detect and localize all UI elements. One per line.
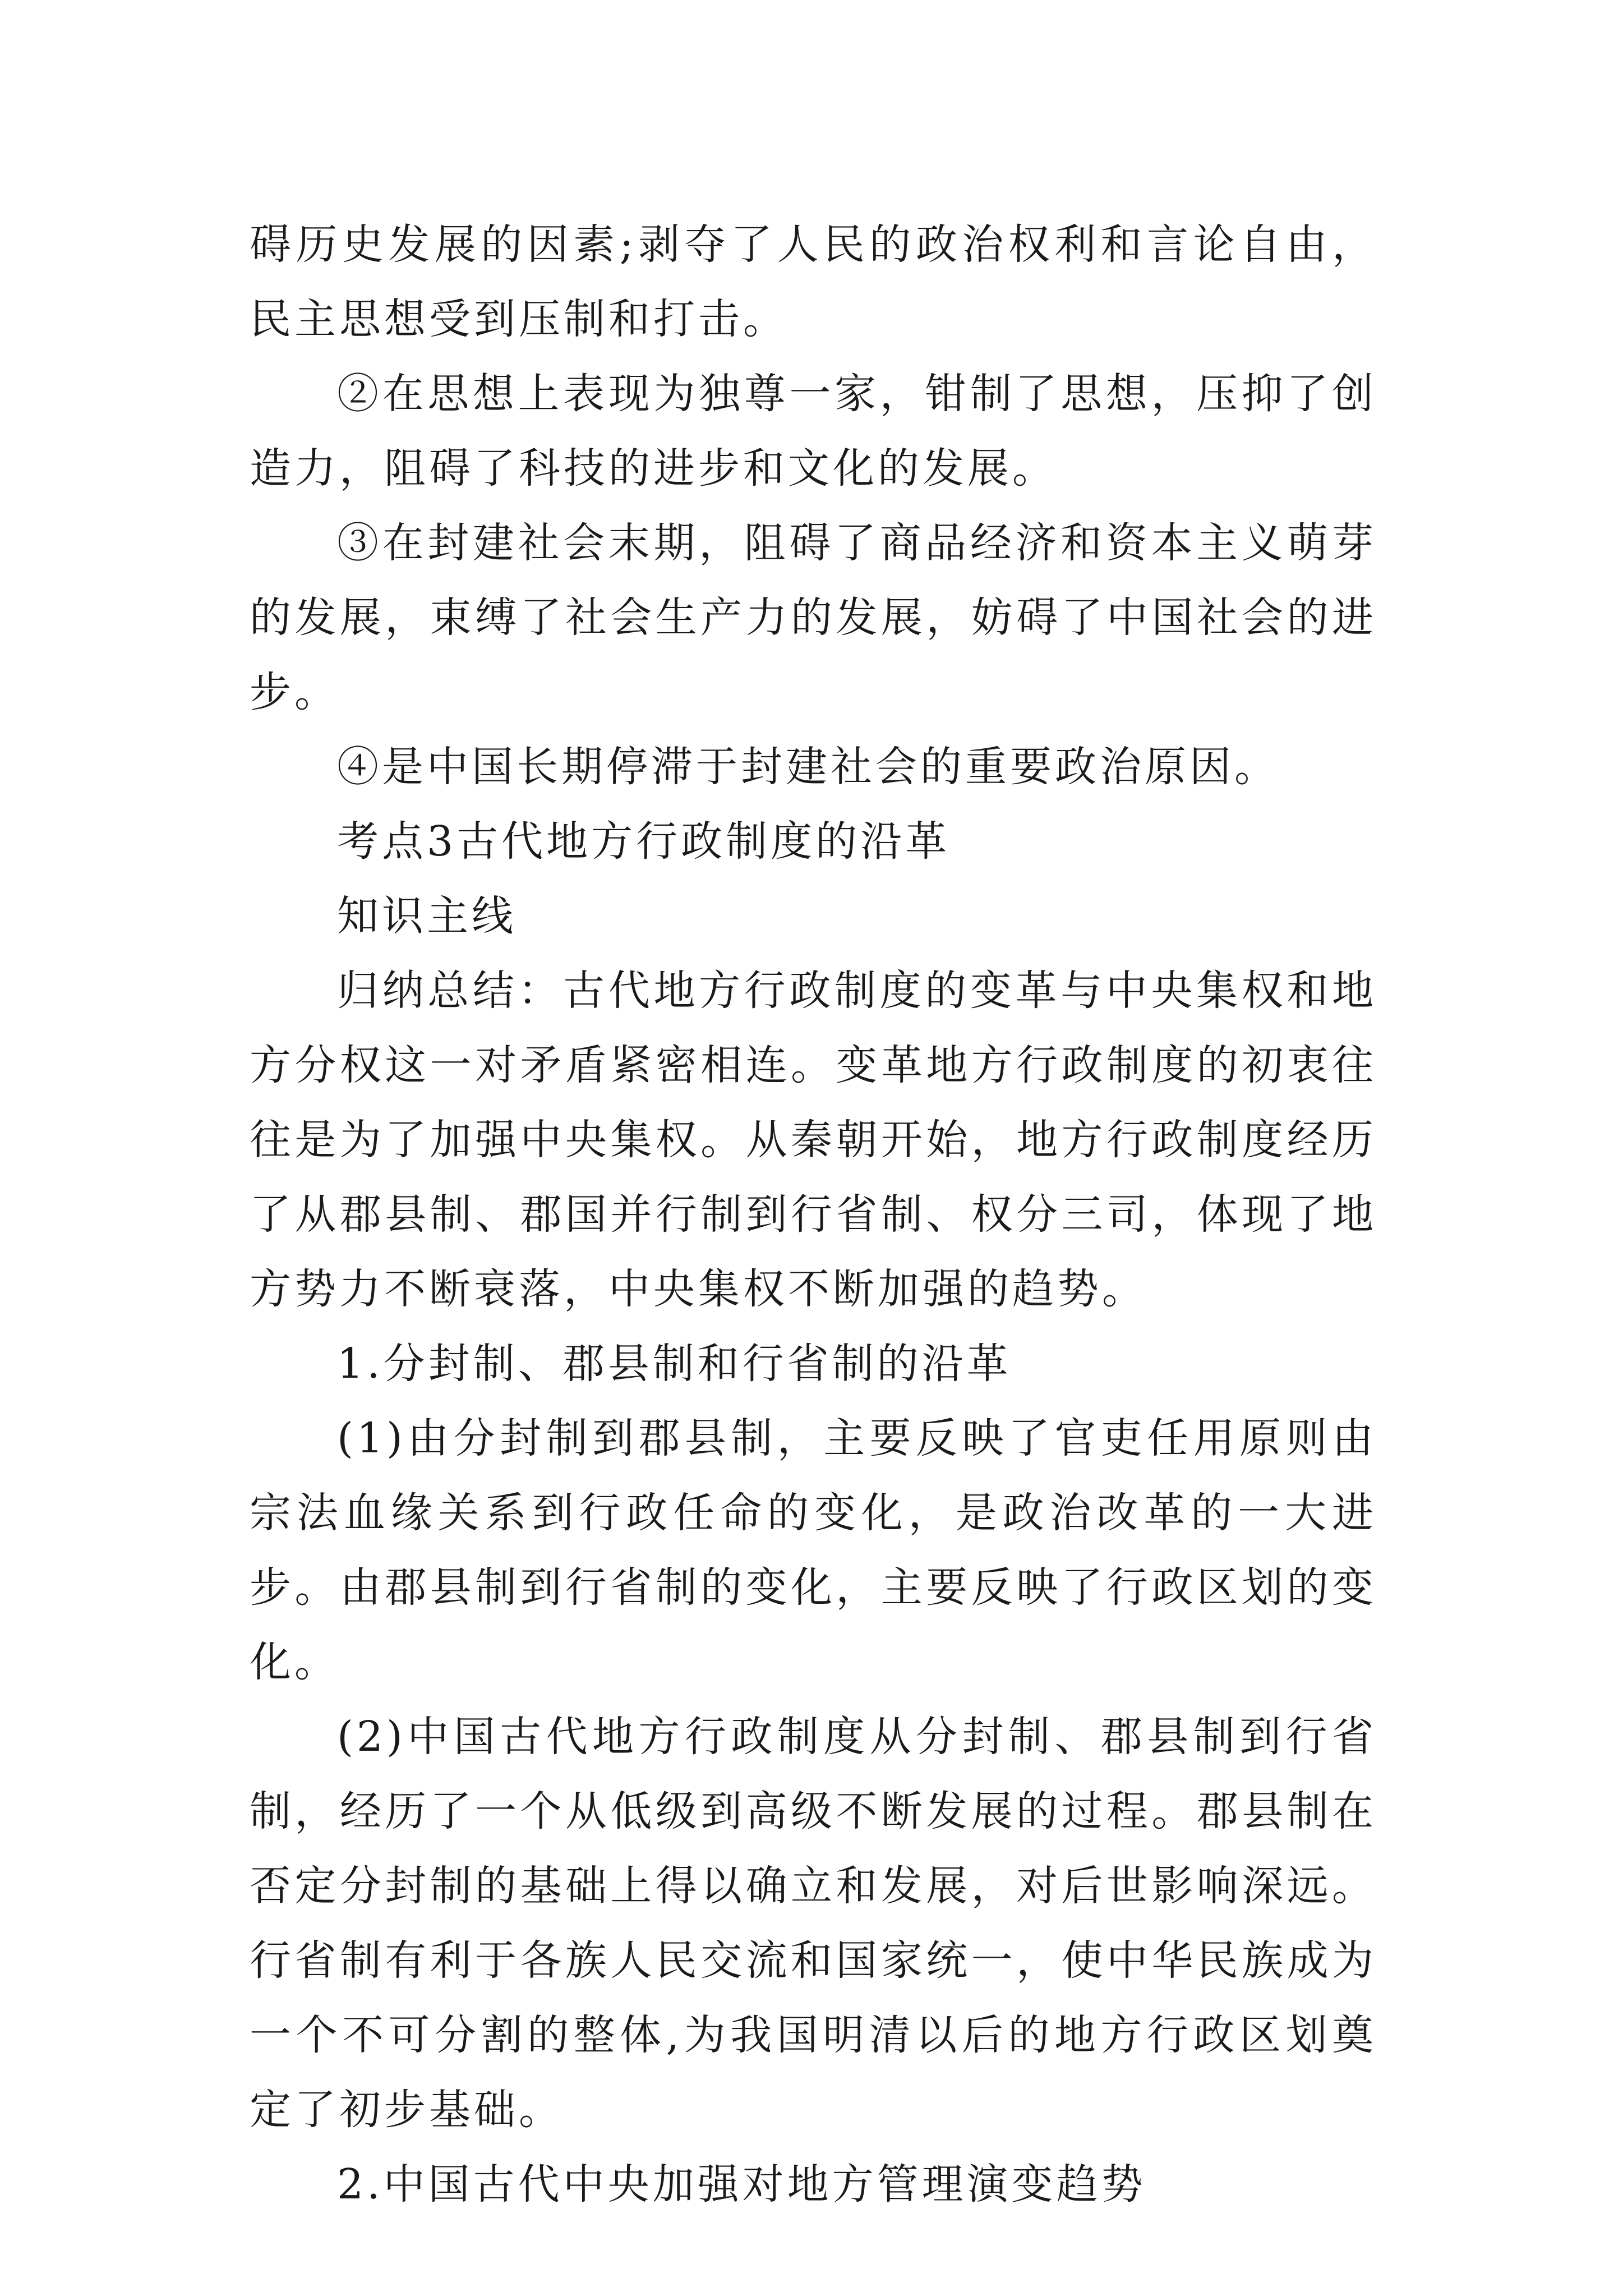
paragraph-point-1: (1)由分封制到郡县制，主要反映了官吏任用原则由宗法血缘关系到行政任命的变化，是政治改革的一大进步。由郡县制到行省制的变化，主要反映了行政区划的变化。 [250, 1414, 1377, 1686]
paragraph-thought-control: ②在思想上表现为独尊一家，钳制了思想，压抑了创造力，阻碍了科技的进步和文化的发展。 [250, 370, 1377, 493]
section-heading: 考点3古代地方行政制度的沿革 [337, 817, 951, 866]
subheading-2: 2.中国古代中央加强对地方管理演变趋势 [337, 2160, 1146, 2208]
subheading-knowledge-line: 知识主线 [337, 892, 517, 940]
paragraph-late-feudal: ③在封建社会末期，阻碍了商品经济和资本主义萌芽的发展，束缚了社会生产力的发展，妨碍了中国社会的进步。 [250, 519, 1377, 716]
paragraph-point-2: (2)中国古代地方行政制度从分封制、郡县制到行省制，经历了一个从低级到高级不断发展的过程。郡县制在否定分封制的基础上得以确立和发展，对后世影响深远。行省制有利于各族人民交流和国家统一，使中华民族成为一个不可分割的整体,为我国明清以后的地方行政区划奠定了初步基础。 [250, 1713, 1377, 2134]
paragraph-summary: 归纳总结：古代地方行政制度的变革与中央集权和地方分权这一对矛盾紧密相连。变革地方行政制度的初衷往往是为了加强中央集权。从秦朝开始，地方行政制度经历了从郡县制、郡国并行制到行省制、权分三司，体现了地方势力不断衰落，中央集权不断加强的趋势。 [250, 967, 1377, 1313]
paragraph-continued: 碍历史发展的因素;剥夺了人民的政治权利和言论自由，民主思想受到压制和打击。 [250, 220, 1377, 343]
paragraph-stagnation: ④是中国长期停滞于封建社会的重要政治原因。 [337, 743, 1279, 791]
document-page [250, 208, 1377, 2222]
subheading-1: 1.分封制、郡县制和行省制的沿革 [337, 1340, 1012, 1388]
